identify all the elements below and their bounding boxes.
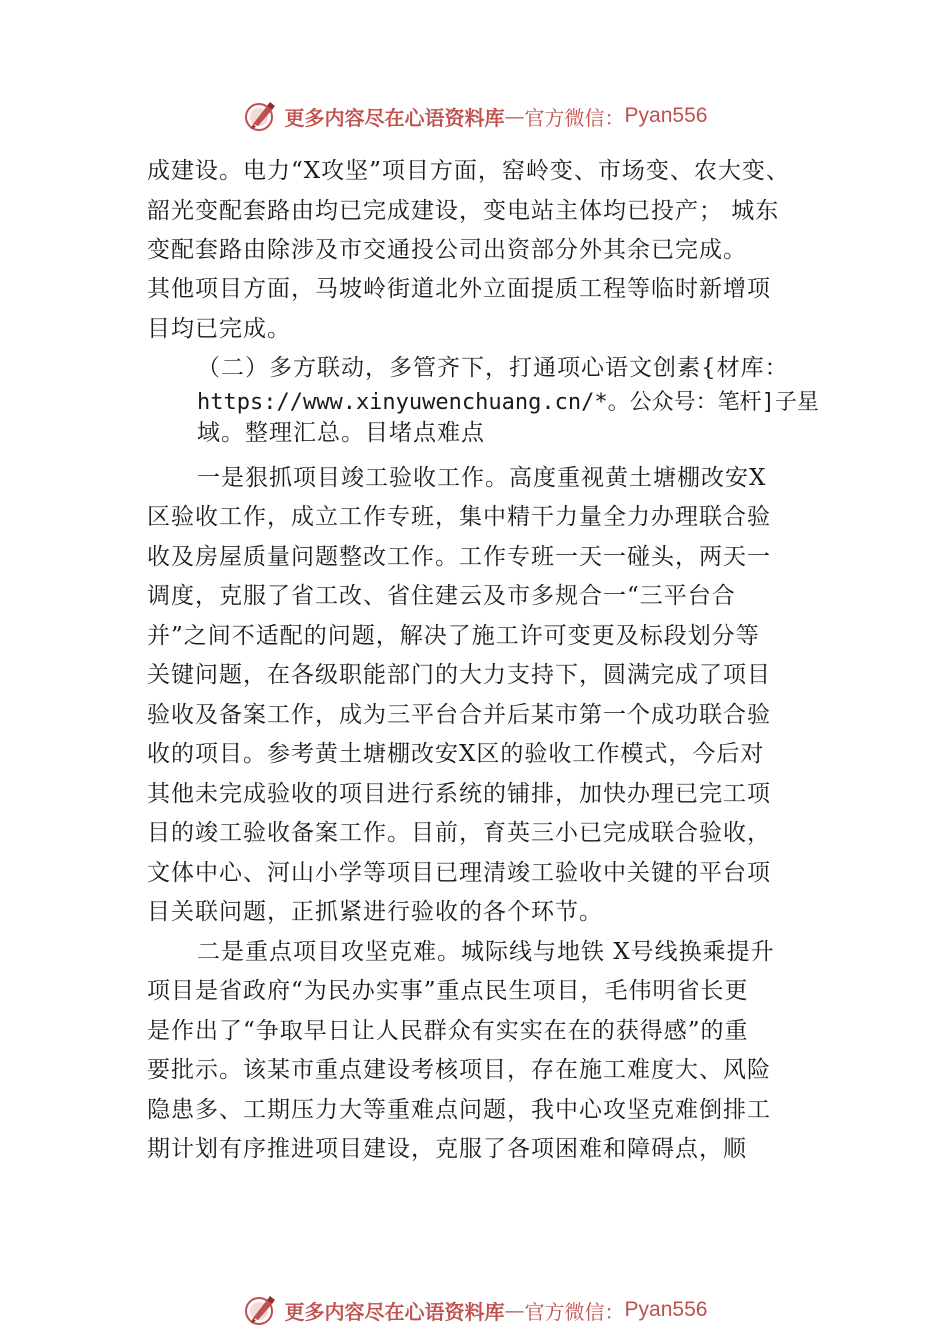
body-line: 项目是省政府“为民办实事”重点民生项目，毛伟明省长更 bbox=[147, 978, 749, 1004]
section-heading-line: 域。整理汇总。目堵点难点 bbox=[197, 420, 485, 446]
body-line: 收的项目。参考黄土塘棚改安X区的验收工作模式，今后对 bbox=[147, 741, 765, 767]
body-line: 调度，克服了省工改、省住建云及市多规合一“三平台合 bbox=[147, 583, 736, 609]
body-line: 期计划有序推进项目建设，克服了各项困难和障碍点，顺 bbox=[147, 1136, 747, 1162]
pen-nib-icon bbox=[243, 1292, 279, 1328]
footer-watermark bbox=[0, 1290, 950, 1330]
body-line: 目均已完成。 bbox=[147, 316, 291, 342]
body-line: 隐患多、工期压力大等重难点问题，我中心攻坚克难倒排工 bbox=[147, 1097, 771, 1123]
body-line: 韶光变配套路由均已完成建设，变电站主体均已投产； 城东 bbox=[147, 198, 780, 224]
source-url-line: https://www.xinyuwenchuang.cn/*。公众号：笔杆]子星 bbox=[197, 390, 819, 415]
body-line: 验收及备案工作，成为三平台合并后某市第一个成功联合验 bbox=[147, 702, 771, 728]
body-line: 是作出了“争取早日让人民群众有实实在在的获得感”的重 bbox=[147, 1018, 749, 1044]
body-line: 并”之间不适配的问题，解决了施工许可变更及标段划分等 bbox=[147, 623, 760, 649]
watermark-separator: — bbox=[504, 104, 525, 128]
watermark-wechat-id: Pyan556 bbox=[624, 1298, 708, 1321]
section-heading-line: （二）多方联动，多管齐下，打通项心语文创素{材库： bbox=[197, 355, 789, 381]
body-line: 要批示。该某市重点建设考核项目，存在施工难度大、风险 bbox=[147, 1057, 771, 1083]
body-line: 一是狠抓项目竣工验收工作。高度重视黄土塘棚改安X bbox=[197, 465, 767, 491]
body-line: 成建设。电力“X攻坚”项目方面，窑岭变、市场变、农大变、 bbox=[147, 158, 790, 184]
watermark-label: 官方微信： bbox=[524, 1299, 625, 1324]
body-line: 关键问题，在各级职能部门的大力支持下，圆满完成了项目 bbox=[147, 662, 771, 688]
body-line: 文体中心、河山小学等项目已理清竣工验收中关键的平台项 bbox=[147, 860, 771, 886]
body-line: 变配套路由除涉及市交通投公司出资部分外其余已完成。 bbox=[147, 237, 747, 263]
watermark-site-text: 更多内容尽在心语资料库 bbox=[284, 105, 505, 130]
header-watermark bbox=[0, 96, 950, 136]
body-line: 二是重点项目攻坚克难。城际线与地铁 X号线换乘提升 bbox=[197, 939, 775, 965]
watermark-separator: — bbox=[504, 1298, 525, 1322]
watermark-label: 官方微信： bbox=[524, 105, 625, 130]
body-line: 收及房屋质量问题整改工作。工作专班一天一碰头，两天一 bbox=[147, 544, 771, 570]
body-line: 其他未完成验收的项目进行系统的铺排，加快办理已完工项 bbox=[147, 781, 771, 807]
body-line: 目关联问题，正抓紧进行验收的各个环节。 bbox=[147, 899, 603, 925]
body-line: 目的竣工验收备案工作。目前，育英三小已完成联合验收， bbox=[147, 820, 771, 846]
watermark-wechat-id: Pyan556 bbox=[624, 104, 708, 127]
body-line: 其他项目方面，马坡岭街道北外立面提质工程等临时新增项 bbox=[147, 276, 771, 302]
body-line: 区验收工作，成立工作专班，集中精干力量全力办理联合验 bbox=[147, 504, 771, 530]
pen-nib-icon bbox=[243, 98, 279, 134]
watermark-site-text: 更多内容尽在心语资料库 bbox=[284, 1299, 505, 1324]
